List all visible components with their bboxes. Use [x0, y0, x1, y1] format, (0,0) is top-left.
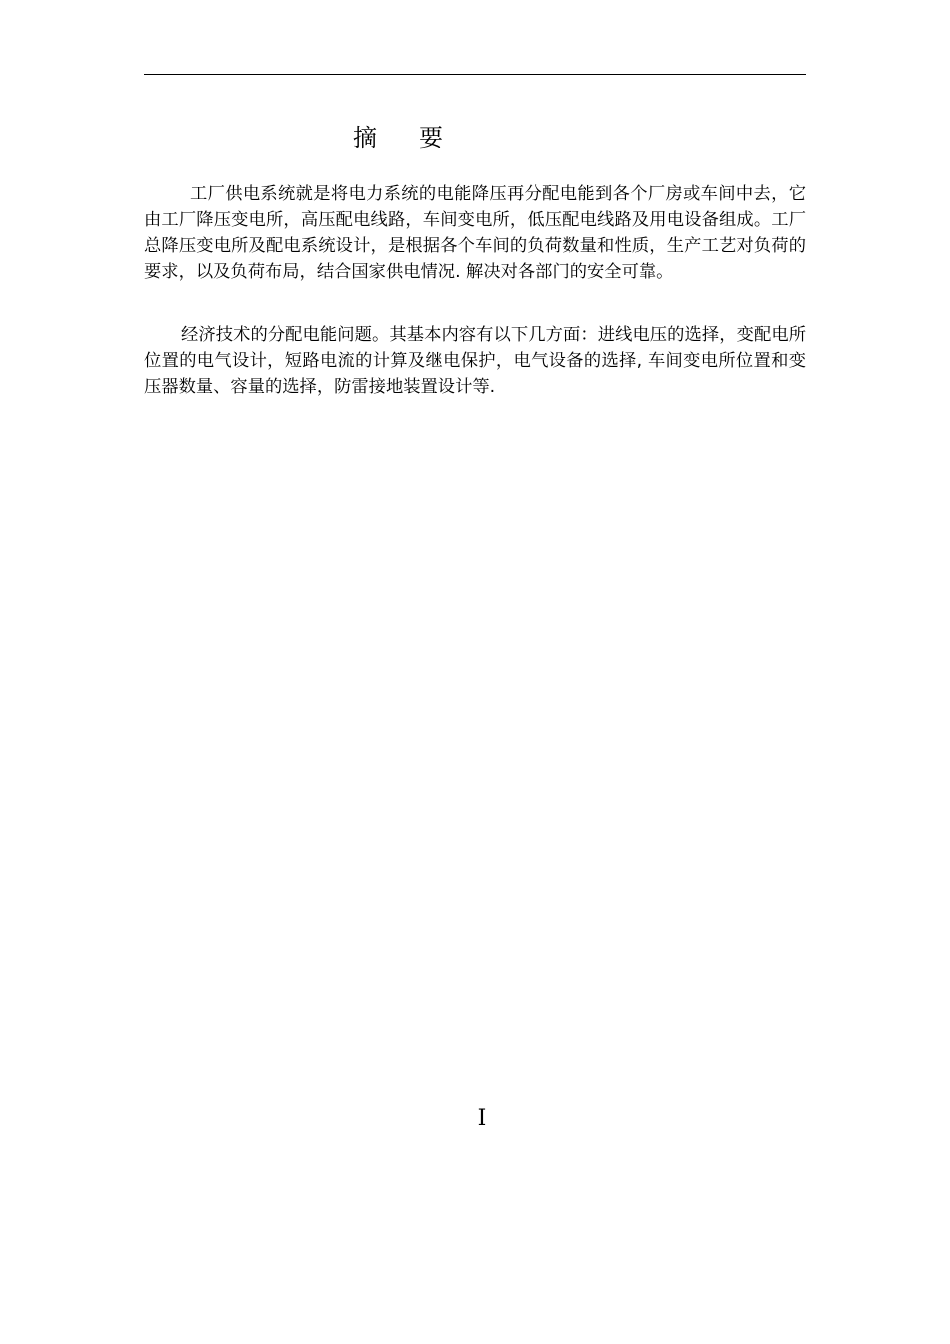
- abstract-paragraph-1: 工厂供电系统就是将电力系统的电能降压再分配电能到各个厂房或车间中去，它由工厂降压变电所，高压配电线路，车间变电所，低压配电线路及用电设备组成。工厂总降压变电所及配电系统设计，是根据各个车间的负荷数量和性质，生产工艺对负荷的要求，以及负荷布局，结合国家供电情况. 解决对各部门的安全可靠。: [144, 184, 806, 282]
- page-title: 摘要: [353, 124, 485, 152]
- header-rule: [144, 74, 806, 75]
- page-number: I: [477, 1106, 487, 1131]
- abstract-paragraph-2: 经济技术的分配电能问题。其基本内容有以下几方面：进线电压的选择，变配电所位置的电气设计，短路电流的计算及继电保护，电气设备的选择, 车间变电所位置和变压器数量、容量的选择，防雷接地装置设计等.: [144, 325, 806, 397]
